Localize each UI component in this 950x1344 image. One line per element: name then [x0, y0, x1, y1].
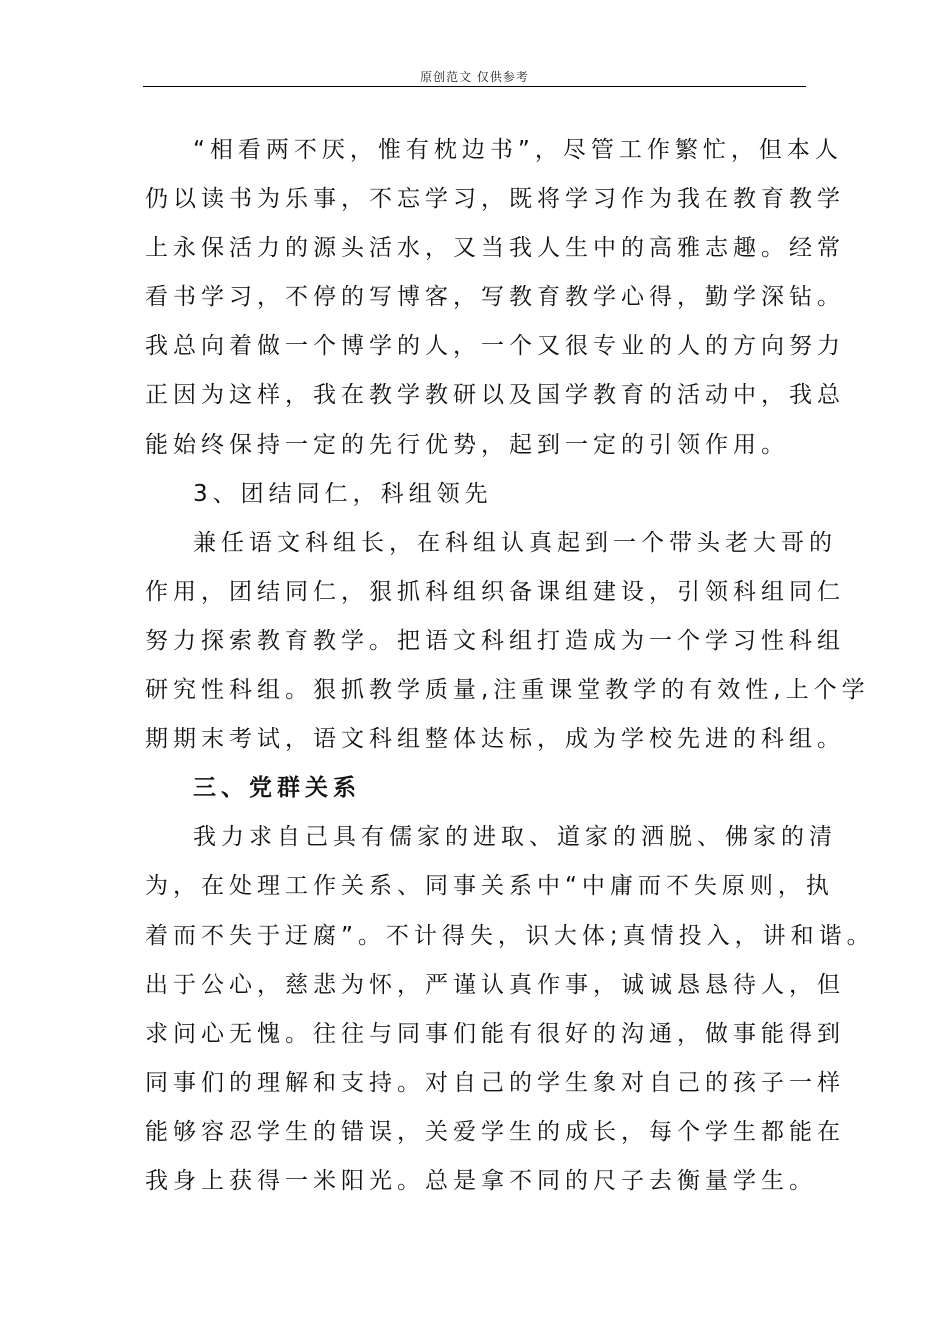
- text-line: 能始终保持一定的先行优势，起到一定的引领作用。: [145, 431, 789, 458]
- text-line: 我总向着做一个博学的人，一个又很专业的人的方向努力: [145, 333, 845, 360]
- document-body: [145, 126, 875, 1206]
- text-line: 为，在处理工作关系、同事关系中“中庸而不失原则，执: [145, 873, 834, 900]
- text-line: 出于公心，慈悲为怀，严谨认真作事，诚诚恳恳待人，但: [145, 971, 845, 998]
- text-line: 我力求自己具有儒家的进取、道家的洒脱、佛家的清: [193, 824, 837, 851]
- text-line: 我身上获得一米阳光。总是拿不同的尺子去衡量学生。: [145, 1167, 817, 1194]
- header-text: 原创范文 仅供参考: [420, 70, 529, 84]
- text-line: 能够容忍学生的错误，关爱学生的成长，每个学生都能在: [145, 1118, 845, 1145]
- text-line: 努力探索教育教学。把语文科组打造成为一个学习性科组: [145, 627, 845, 654]
- text-line: “相看两不厌，惟有枕边书”，尽管工作繁忙，但本人: [193, 137, 843, 163]
- text-line: 仍以读书为乐事，不忘学习，既将学习作为我在教育教学: [145, 186, 845, 213]
- text-line: 看书学习，不停的写博客，写教育教学心得，勤学深钻。: [145, 284, 845, 311]
- page-header: [143, 66, 806, 87]
- text-line: 上永保活力的源头活水，又当我人生中的高雅志趣。经常: [145, 235, 845, 262]
- text-line: 期期末考试，语文科组整体达标，成为学校先进的科组。: [145, 726, 845, 753]
- text-line: 兼任语文科组长，在科组认真起到一个带头老大哥的: [193, 529, 837, 556]
- text-line: 求问心无愧。往往与同事们能有很好的沟通，做事能得到: [145, 1020, 845, 1047]
- text-line: 研究性科组。狠抓教学质量,注重课堂教学的有效性,上个学: [145, 677, 870, 704]
- section-heading: 三、党群关系: [193, 775, 361, 802]
- text-line: 着而不失于迂腐”。不计得失，识大体;真情投入，讲和谐。: [145, 922, 875, 949]
- text-line: 3、团结同仁，科组领先: [193, 480, 493, 507]
- text-line: 同事们的理解和支持。对自己的学生象对自己的孩子一样: [145, 1069, 845, 1096]
- text-line: 正因为这样，我在教学教研以及国学教育的活动中，我总: [145, 382, 845, 409]
- text-line: 作用，团结同仁，狠抓科组织备课组建设，引领科组同仁: [145, 578, 845, 605]
